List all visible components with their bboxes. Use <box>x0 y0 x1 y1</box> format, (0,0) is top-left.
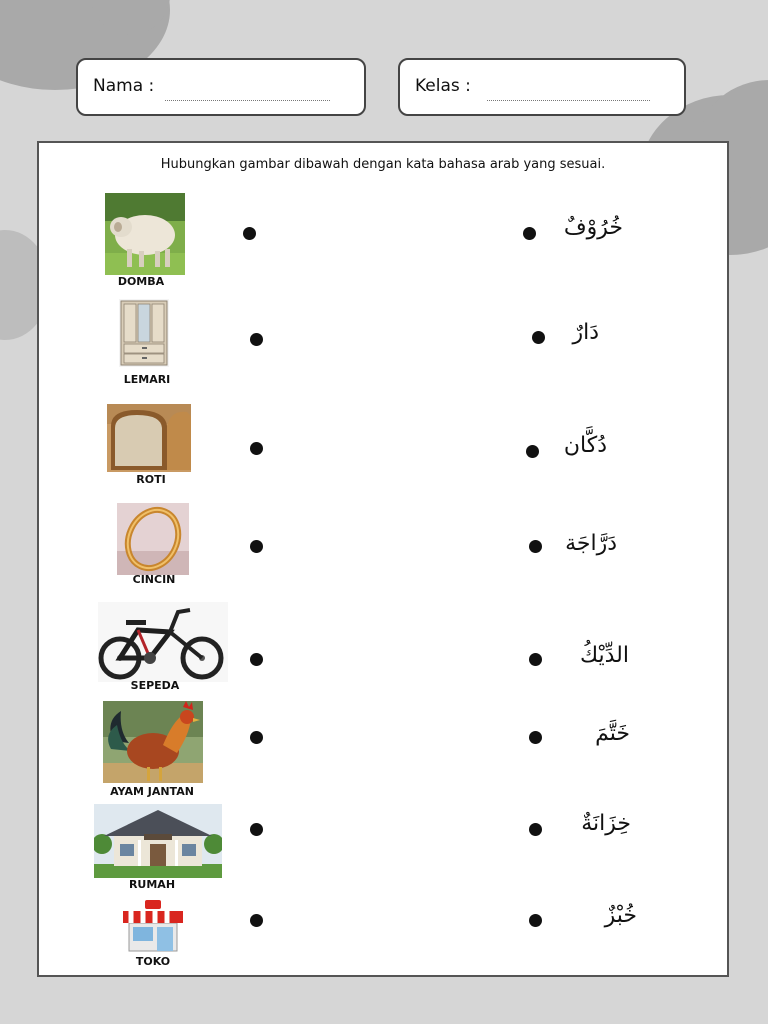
arabic-word-6: خَتَّمَ <box>595 721 630 746</box>
caption-rumah: RUMAH <box>128 878 176 891</box>
caption-lemari: LEMARI <box>123 373 171 386</box>
match-dot-right-5[interactable] <box>529 653 542 666</box>
match-dot-right-3[interactable] <box>526 445 539 458</box>
name-field-box[interactable] <box>76 58 366 116</box>
arabic-word-3: دُكَّان <box>563 433 607 458</box>
match-dot-left-8[interactable] <box>250 914 263 927</box>
arabic-word-5: الدِّيْكُ <box>579 643 629 668</box>
match-dot-left-5[interactable] <box>250 653 263 666</box>
arabic-word-2: دَارٌ <box>572 320 599 345</box>
match-dot-right-2[interactable] <box>532 331 545 344</box>
sheep-icon <box>105 193 185 275</box>
caption-domba: DOMBA <box>117 275 165 288</box>
match-dot-right-7[interactable] <box>529 823 542 836</box>
match-dot-right-1[interactable] <box>523 227 536 240</box>
match-dot-right-4[interactable] <box>529 540 542 553</box>
match-dot-left-3[interactable] <box>250 442 263 455</box>
class-input-line[interactable] <box>487 100 650 101</box>
caption-cincin: CINCIN <box>132 573 176 586</box>
arabic-word-8: خُبْزٌ <box>604 903 637 928</box>
bicycle-icon <box>98 602 228 682</box>
worksheet <box>37 141 729 977</box>
match-dot-left-7[interactable] <box>250 823 263 836</box>
caption-toko: TOKO <box>135 955 171 968</box>
rooster-icon <box>103 701 203 783</box>
wardrobe-icon <box>119 299 169 367</box>
match-dot-left-2[interactable] <box>250 333 263 346</box>
arabic-word-4: دَرَّاجَة <box>565 531 617 556</box>
bread-icon <box>107 404 191 472</box>
match-dot-right-8[interactable] <box>529 914 542 927</box>
caption-ayam-jantan: AYAM JANTAN <box>110 785 194 798</box>
ring-icon <box>117 503 189 575</box>
caption-sepeda: SEPEDA <box>130 679 180 692</box>
match-dot-left-4[interactable] <box>250 540 263 553</box>
match-dot-right-6[interactable] <box>529 731 542 744</box>
name-label: Nama : <box>93 76 155 96</box>
house-icon <box>94 804 222 878</box>
arabic-word-1: خُرُوْفٌ <box>563 215 623 240</box>
class-field-box[interactable] <box>398 58 686 116</box>
shop-icon <box>121 897 185 953</box>
name-input-line[interactable] <box>165 100 330 101</box>
instruction-text: Hubungkan gambar dibawah dengan kata bahasa arab yang sesuai. <box>160 157 606 172</box>
match-dot-left-1[interactable] <box>243 227 256 240</box>
caption-roti: ROTI <box>136 473 166 486</box>
arabic-word-7: خِزَانَةٌ <box>581 811 631 836</box>
class-label: Kelas : <box>415 76 471 96</box>
match-dot-left-6[interactable] <box>250 731 263 744</box>
